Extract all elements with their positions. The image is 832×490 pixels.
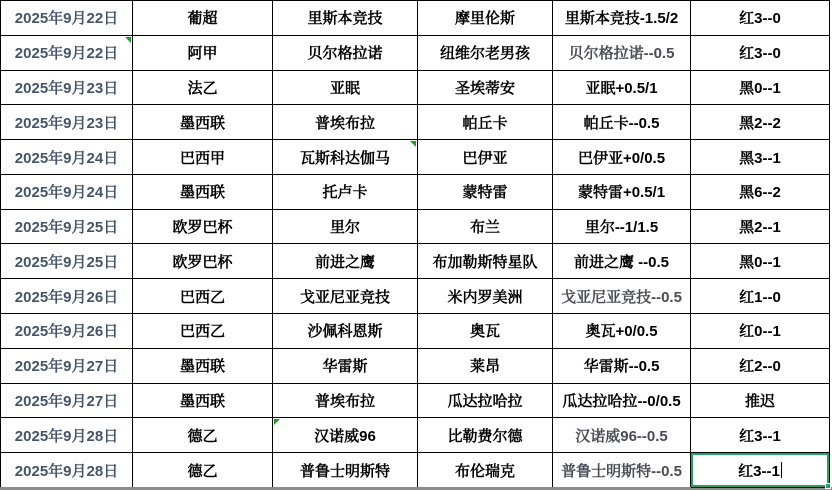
cell-away[interactable] — [418, 349, 553, 384]
cell-text: 里尔--1/1.5 — [584, 219, 659, 237]
cell-text: 2025年9月22日 — [14, 45, 119, 63]
cell-text: 2025年9月26日 — [14, 323, 119, 341]
cell-text: 华雷斯--0.5 — [583, 358, 660, 376]
cell-text: 瓜达拉哈拉 — [447, 392, 523, 410]
cell-text: 法乙 — [187, 79, 218, 97]
cell-text: 贝尔格拉诺 — [307, 45, 383, 63]
error-indicator-icon — [274, 419, 280, 425]
cell-text: 贝尔格拉诺--0.5 — [568, 45, 675, 63]
cell-handicap[interactable] — [553, 418, 691, 453]
cell-text: 沙佩科恩斯 — [307, 323, 383, 341]
cell-text: 蒙特雷+0.5/1 — [577, 184, 666, 202]
cell-away[interactable] — [418, 36, 553, 71]
cell-result[interactable] — [691, 244, 830, 279]
cell-away[interactable] — [418, 210, 553, 245]
cell-text: 比勒费尔德 — [447, 427, 523, 445]
cell-text: 亚眠+0.5/1 — [585, 79, 658, 97]
fill-handle[interactable] — [825, 483, 831, 489]
cell-text: 2025年9月28日 — [14, 427, 119, 445]
cell-text: 德乙 — [187, 462, 218, 480]
cell-text: 汉诺威96--0.5 — [575, 427, 668, 445]
active-cell[interactable] — [691, 453, 830, 488]
cell-text: 墨西联 — [179, 358, 225, 376]
cell-handicap[interactable] — [553, 140, 691, 175]
cell-text: 红3--1 — [738, 462, 780, 480]
cell-text: 巴伊亚+0/0.5 — [577, 149, 666, 167]
cell-text: 黑0--1 — [739, 79, 781, 97]
cell-result[interactable] — [691, 175, 830, 210]
cell-text: 墨西联 — [179, 392, 225, 410]
cell-away[interactable] — [418, 140, 553, 175]
cell-result[interactable] — [691, 349, 830, 384]
cell-text: 2025年9月25日 — [14, 219, 119, 237]
cell-league[interactable] — [133, 314, 273, 349]
cell-home[interactable] — [273, 210, 418, 245]
cell-text: 瓜达拉哈拉--0/0.5 — [562, 392, 681, 410]
cell-home[interactable] — [273, 384, 418, 419]
cell-text: 2025年9月25日 — [14, 253, 119, 271]
cell-text: 红2--0 — [739, 358, 781, 376]
cell-home[interactable] — [273, 1, 418, 36]
cell-date[interactable] — [1, 244, 133, 279]
cell-text: 推迟 — [744, 392, 775, 410]
cell-text: 瓦斯科达伽马 — [299, 149, 390, 167]
cell-text: 2025年9月26日 — [14, 288, 119, 306]
cell-text: 帕丘卡--0.5 — [583, 114, 660, 132]
cell-home[interactable] — [273, 140, 418, 175]
cell-text: 布兰 — [469, 219, 500, 237]
cell-text: 巴西甲 — [179, 149, 225, 167]
cell-text: 巴伊亚 — [462, 149, 508, 167]
cell-away[interactable] — [418, 71, 553, 106]
cell-text: 欧罗巴杯 — [172, 219, 233, 237]
cell-home[interactable] — [273, 105, 418, 140]
cell-text: 2025年9月22日 — [14, 10, 119, 28]
cell-date[interactable] — [1, 453, 133, 488]
cell-handicap[interactable] — [553, 384, 691, 419]
cell-handicap[interactable] — [553, 314, 691, 349]
cell-league[interactable] — [133, 349, 273, 384]
cell-text: 汉诺威96 — [314, 427, 376, 445]
cell-text: 帕丘卡 — [462, 114, 508, 132]
cell-away[interactable] — [418, 1, 553, 36]
cell-result[interactable] — [691, 279, 830, 314]
cell-date[interactable] — [1, 175, 133, 210]
cell-text: 2025年9月28日 — [14, 462, 119, 480]
error-indicator-icon — [125, 37, 131, 43]
cell-text: 红1--0 — [739, 288, 781, 306]
cell-text: 摩里伦斯 — [454, 10, 515, 28]
cell-text: 莱昂 — [469, 358, 500, 376]
cell-text: 黑2--1 — [739, 219, 781, 237]
cell-date[interactable] — [1, 314, 133, 349]
cell-date[interactable] — [1, 210, 133, 245]
cell-text: 红3--0 — [739, 45, 781, 63]
cell-away[interactable] — [418, 314, 553, 349]
cell-text: 巴西乙 — [179, 288, 225, 306]
cell-league[interactable] — [133, 71, 273, 106]
cell-text: 纽维尔老男孩 — [439, 45, 530, 63]
cell-league[interactable] — [133, 384, 273, 419]
cell-handicap[interactable] — [553, 244, 691, 279]
cell-handicap[interactable] — [553, 1, 691, 36]
cell-text: 2025年9月24日 — [14, 149, 119, 167]
cell-date[interactable] — [1, 1, 133, 36]
cell-text: 2025年9月23日 — [14, 114, 119, 132]
cell-home[interactable] — [273, 314, 418, 349]
cell-text: 前进之鹰 --0.5 — [573, 253, 669, 271]
cell-text: 布加勒斯特星队 — [432, 253, 538, 271]
cell-text: 米内罗美洲 — [447, 288, 523, 306]
cell-home[interactable] — [273, 453, 418, 488]
cell-handicap[interactable] — [553, 71, 691, 106]
cell-text: 戈亚尼亚竞技--0.5 — [561, 288, 682, 306]
cell-date[interactable] — [1, 349, 133, 384]
cell-text: 蒙特雷 — [462, 184, 508, 202]
cell-text: 普鲁士明斯特--0.5 — [561, 462, 682, 480]
cell-text: 墨西联 — [179, 184, 225, 202]
cell-text: 普埃布拉 — [314, 114, 375, 132]
cell-handicap[interactable] — [553, 175, 691, 210]
cell-date[interactable] — [1, 71, 133, 106]
cell-home[interactable] — [273, 71, 418, 106]
cell-text: 圣埃蒂安 — [454, 79, 515, 97]
cell-text: 布伦瑞克 — [454, 462, 515, 480]
cell-date[interactable] — [1, 140, 133, 175]
cell-result[interactable] — [691, 210, 830, 245]
cell-handicap[interactable] — [553, 210, 691, 245]
cell-away[interactable] — [418, 453, 553, 488]
cell-text: 2025年9月24日 — [14, 184, 119, 202]
cell-home[interactable] — [273, 279, 418, 314]
cell-home[interactable] — [273, 36, 418, 71]
cell-text: 巴西乙 — [179, 323, 225, 341]
cell-text: 里尔 — [329, 219, 360, 237]
cell-league[interactable] — [133, 1, 273, 36]
cell-date[interactable] — [1, 418, 133, 453]
error-indicator-icon — [410, 141, 416, 147]
cell-league[interactable] — [133, 175, 273, 210]
cell-text: 德乙 — [187, 427, 218, 445]
cell-text: 黑3--1 — [739, 149, 781, 167]
cell-home[interactable] — [273, 349, 418, 384]
cell-handicap[interactable] — [553, 453, 691, 488]
cell-result[interactable] — [691, 36, 830, 71]
cell-text: 奥瓦 — [469, 323, 500, 341]
cell-result[interactable] — [691, 105, 830, 140]
cell-text: 里斯本竞技-1.5/2 — [564, 10, 679, 28]
cell-text: 黑6--2 — [739, 184, 781, 202]
cell-league[interactable] — [133, 418, 273, 453]
cell-handicap[interactable] — [553, 279, 691, 314]
cell-league[interactable] — [133, 244, 273, 279]
cell-result[interactable] — [691, 384, 830, 419]
cell-away[interactable] — [418, 418, 553, 453]
cell-text: 红0--1 — [739, 323, 781, 341]
cell-text: 戈亚尼亚竞技 — [299, 288, 390, 306]
cell-text: 亚眠 — [329, 79, 360, 97]
cell-away[interactable] — [418, 384, 553, 419]
cell-date[interactable] — [1, 36, 133, 71]
cell-text: 墨西联 — [179, 114, 225, 132]
cell-away[interactable] — [418, 279, 553, 314]
cell-home[interactable] — [273, 175, 418, 210]
cell-handicap[interactable] — [553, 36, 691, 71]
cell-text: 红3--0 — [739, 10, 781, 28]
cell-result[interactable] — [691, 314, 830, 349]
cell-text: 2025年9月27日 — [14, 392, 119, 410]
cell-league[interactable] — [133, 453, 273, 488]
cell-text: 2025年9月27日 — [14, 358, 119, 376]
cell-result[interactable] — [691, 1, 830, 36]
cell-text: 普鲁士明斯特 — [299, 462, 390, 480]
cell-home[interactable] — [273, 244, 418, 279]
cell-text: 华雷斯 — [322, 358, 368, 376]
cell-text: 里斯本竞技 — [307, 10, 383, 28]
cell-text: 奥瓦+0/0.5 — [585, 323, 658, 341]
cell-away[interactable] — [418, 105, 553, 140]
cell-result[interactable] — [691, 418, 830, 453]
cell-text: 黑2--2 — [739, 114, 781, 132]
cell-handicap[interactable] — [553, 105, 691, 140]
cell-away[interactable] — [418, 175, 553, 210]
text-cursor — [781, 462, 782, 478]
cell-away[interactable] — [418, 244, 553, 279]
cell-text: 2025年9月23日 — [14, 79, 119, 97]
cell-date[interactable] — [1, 105, 133, 140]
cell-text: 黑0--1 — [739, 253, 781, 271]
cell-result[interactable] — [691, 140, 830, 175]
cell-league[interactable] — [133, 210, 273, 245]
cell-league[interactable] — [133, 105, 273, 140]
cell-text: 前进之鹰 — [314, 253, 375, 271]
cell-text: 葡超 — [187, 10, 218, 28]
cell-text: 阿甲 — [187, 45, 218, 63]
cell-league[interactable] — [133, 279, 273, 314]
cell-result[interactable] — [691, 71, 830, 106]
cell-league[interactable] — [133, 36, 273, 71]
cell-league[interactable] — [133, 140, 273, 175]
cell-handicap[interactable] — [553, 349, 691, 384]
cell-home[interactable] — [273, 418, 418, 453]
cell-date[interactable] — [1, 384, 133, 419]
cell-text: 托卢卡 — [322, 184, 368, 202]
cell-date[interactable] — [1, 279, 133, 314]
cell-text: 红3--1 — [739, 427, 781, 445]
cell-text: 欧罗巴杯 — [172, 253, 233, 271]
cell-text: 普埃布拉 — [314, 392, 375, 410]
